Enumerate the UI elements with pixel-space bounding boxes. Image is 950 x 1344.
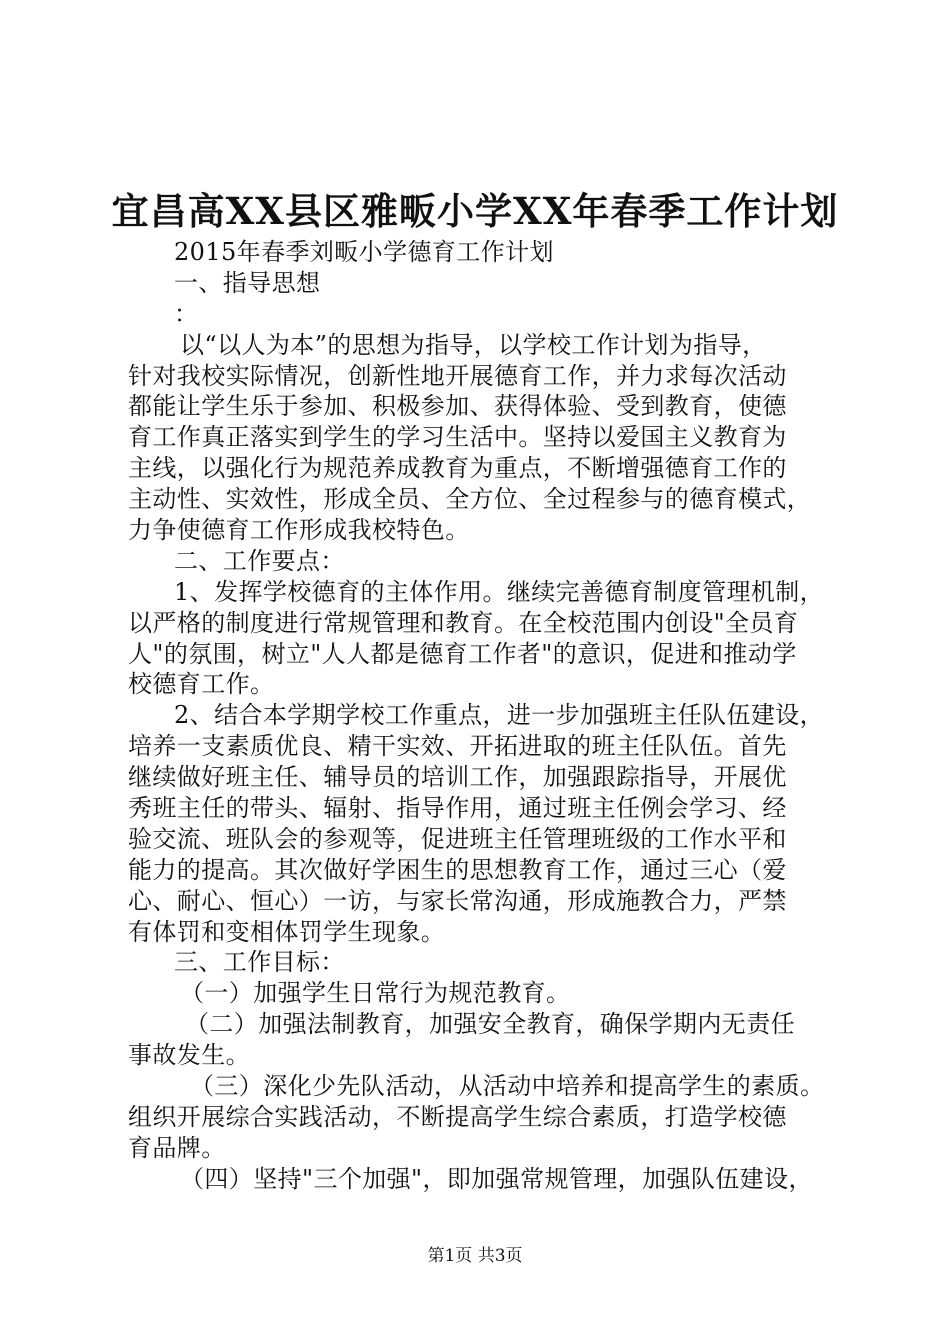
body-line: 育品牌。 bbox=[128, 1133, 226, 1162]
body-line: 都能让学生乐于参加、积极参加、获得体验、受到教育，使德 bbox=[128, 392, 787, 421]
body-line: 以严格的制度进行常规管理和教育。在全校范围内创设"全员育 bbox=[128, 608, 799, 637]
section-heading: 一、指导思想 bbox=[174, 268, 321, 297]
body-line: 1、发挥学校德育的主体作用。继续完善德育制度管理机制， bbox=[174, 577, 825, 606]
body-line: 主动性、实效性，形成全员、全方位、全过程参与的德育模式， bbox=[128, 485, 812, 514]
body-line: 培养一支素质优良、精干实效、开拓进取的班主任队伍。首先 bbox=[128, 732, 787, 761]
body-line: 2、结合本学期学校工作重点，进一步加强班主任队伍建设， bbox=[174, 701, 825, 730]
body-line: 事故发生。 bbox=[128, 1041, 250, 1070]
body-line: （三）深化少先队活动，从活动中培养和提高学生的素质。 bbox=[190, 1072, 825, 1101]
body-line: ： bbox=[174, 299, 199, 328]
body-line: 组织开展综合实践活动，不断提高学生综合素质，打造学校德 bbox=[128, 1102, 787, 1131]
body-line: （一）加强学生日常行为规范教育。 bbox=[180, 979, 571, 1008]
body-line: （四）坚持"三个加强"，即加强常规管理，加强队伍建设， bbox=[180, 1164, 813, 1193]
body-line: 主线，以强化行为规范养成教育为重点，不断增强德育工作的 bbox=[128, 454, 787, 483]
body-line: 育工作真正落实到学生的学习生活中。坚持以爱国主义教育为 bbox=[128, 423, 787, 452]
body-line: 秀班主任的带头、辐射、指导作用，通过班主任例会学习、经 bbox=[128, 794, 787, 823]
body-line: 以“以人为本”的思想为指导，以学校工作计划为指导， bbox=[180, 330, 767, 359]
body-line: （二）加强法制教育，加强安全教育，确保学期内无责任 bbox=[185, 1010, 795, 1039]
document-body bbox=[128, 237, 850, 1195]
body-line: 有体罚和变相体罚学生现象。 bbox=[128, 917, 446, 946]
body-line: 力争使德育工作形成我校特色。 bbox=[128, 516, 470, 545]
body-line: 心、耐心、恒心）一访，与家长常沟通，形成施教合力，严禁 bbox=[128, 886, 787, 915]
body-line: 能力的提高。其次做好学困生的思想教育工作，通过三心（爱 bbox=[128, 855, 787, 884]
body-line: 人"的氛围，树立"人人都是德育工作者"的意识，促进和推动学 bbox=[128, 639, 797, 668]
body-line: 针对我校实际情况，创新性地开展德育工作，并力求每次活动 bbox=[128, 361, 787, 390]
body-line: 继续做好班主任、辅导员的培训工作，加强跟踪指导，开展优 bbox=[128, 763, 787, 792]
section-heading: 二、工作要点： bbox=[174, 546, 345, 575]
page-footer: 第1页 共3页 bbox=[427, 1246, 523, 1266]
section-heading: 三、工作目标： bbox=[174, 948, 345, 977]
subtitle-line: 2015年春季刘畈小学德育工作计划 bbox=[174, 238, 554, 266]
body-line: 验交流、班队会的参观等，促进班主任管理班级的工作水平和 bbox=[128, 824, 787, 853]
body-line: 校德育工作。 bbox=[128, 670, 275, 699]
document-title: 宜昌高XX县区雅畈小学XX年春季工作计划 bbox=[111, 189, 839, 233]
